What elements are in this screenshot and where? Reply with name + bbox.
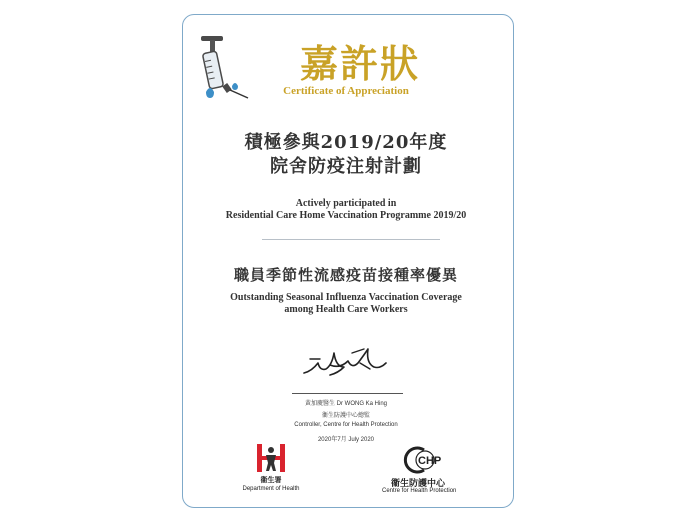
programme-en-line2: Residential Care Home Vaccination Programme 2019/20: [225, 210, 467, 221]
certificate-date: 2020年7月 July 2020: [317, 437, 375, 443]
chp-logo: [400, 446, 442, 474]
signature: [300, 343, 390, 387]
certificate-title-cn: 嘉許狀: [300, 41, 421, 86]
award-en-line1: Outstanding Seasonal Influenza Vaccination Coverage: [230, 292, 462, 303]
programme-en-line1: Actively participated in: [295, 198, 397, 209]
doh-name-cn: 衞生署: [260, 477, 282, 484]
doh-name-en: Department of Health: [242, 486, 300, 492]
syringe-icon: [196, 30, 258, 102]
award-cn: 職員季節性流感疫苗接種率優異: [233, 266, 458, 284]
signature-line: [292, 393, 403, 394]
chp-name-cn: 衞生防護中心: [390, 478, 445, 488]
award-en-line2: among Health Care Workers: [284, 304, 408, 315]
certificate-title-en: Certificate of Appreciation: [283, 85, 409, 97]
doh-logo: [257, 444, 285, 472]
signatory-name: 黃加慶醫生 Dr WONG Ka Hing: [304, 401, 387, 407]
chp-name-en: Centre for Health Protection: [382, 488, 457, 494]
signatory-title-en: Controller, Centre for Health Protection: [294, 422, 398, 428]
programme-cn-line1: 積極參與2019/20年度: [244, 132, 448, 153]
programme-cn-line2: 院舍防疫注射計劃: [270, 156, 422, 177]
signatory-title-cn: 衞生防護中心總監: [321, 413, 370, 419]
divider: [262, 239, 440, 240]
chp-mark: CHP: [418, 455, 442, 467]
